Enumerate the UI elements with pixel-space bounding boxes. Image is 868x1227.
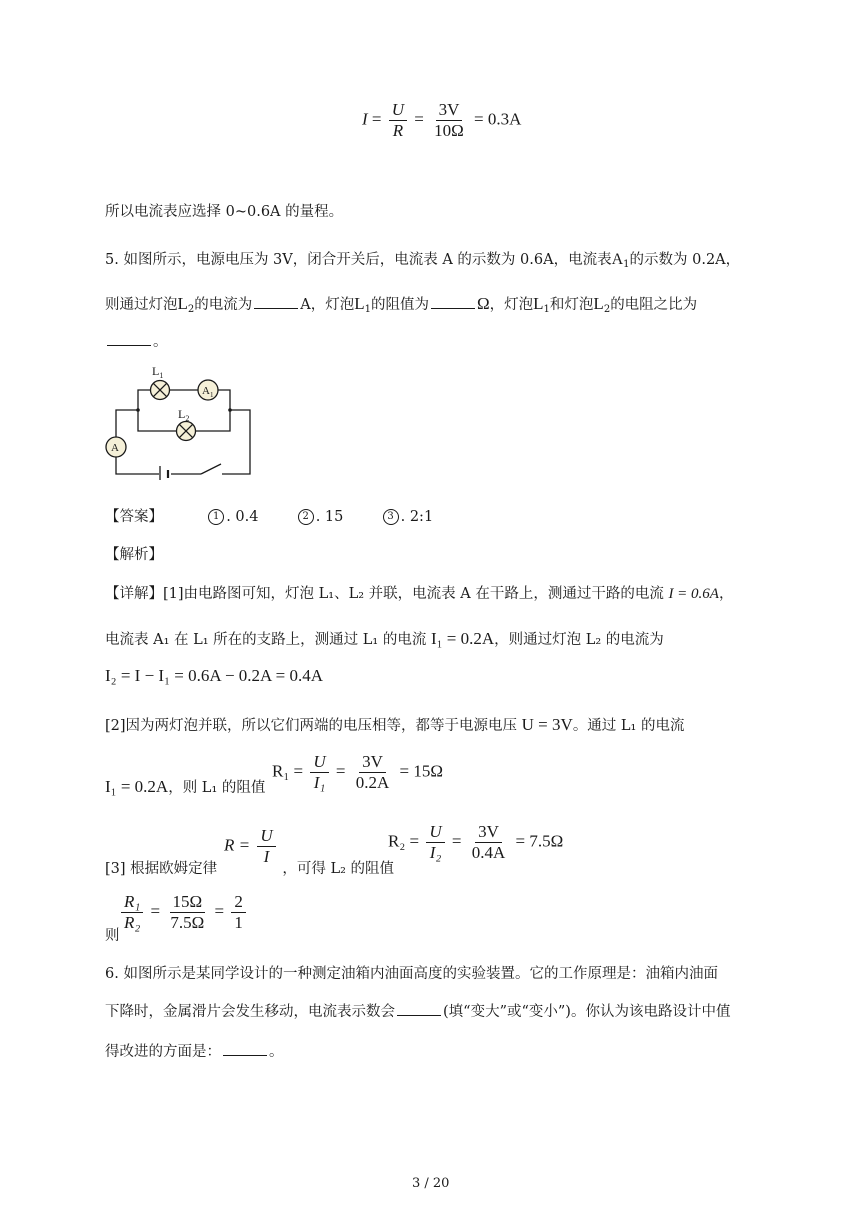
answer-blank-5[interactable] [223,1043,267,1056]
q5-line2: 则通过灯泡$L_2$的电流为 A，灯泡$L_1$的阻值为 Ω，灯泡$L_1$和灯泡$L_2$的电阻之比为 [105,294,698,315]
svg-text:L1: $L_1$ [152,364,164,380]
equation-r2: R₂ = $\frac{U}{\text{I₂}}$ = $\frac{3V}{0.4A}$ = 7.5Ω [388,822,564,862]
eq-num: 3V [436,100,463,121]
label-l2: L [178,407,186,421]
eq-U: U [389,100,407,121]
label-a1: A [202,385,210,397]
lamp-l2-symbol [177,422,196,441]
answer-blank-3[interactable] [107,333,151,346]
page-number: 3 / 20 [412,1176,450,1191]
q5-line3: 。 [105,330,168,351]
range-sentence: 所以电流表应选择 0~0.6A 的量程。 [105,204,344,220]
equation-ratio: $\frac{\text{R₁}}{\text{R₂}}$ = $\frac{15\Omega}{7.5\Omega}$ = $\frac{2}{1}$ [118,892,249,933]
analysis-label: 【解析】 [105,547,163,563]
answer-blank-4[interactable] [397,1003,441,1016]
detail-line6: [3] 根据欧姆定律 ，可得 L₂ 的阻值 [105,861,395,877]
svg-text:L2: $L_2$ [178,407,190,423]
label-a: A [111,442,119,454]
detail-line4: [2]因为两灯泡并联，所以它们两端的电压相等，都等于电源电压 U = 3V。通过 L₁ 的电流 [105,715,685,734]
answer-line: 【答案】 1 . 0.4 2 . 15 3 . 2:1 [105,509,434,525]
q6-line1: 6. 如图所示是某同学设计的一种测定油箱内油面高度的实验装置。它的工作原理是：油箱内油面 [105,966,718,982]
equation-ohm: R = $\frac{U}{I}$ [224,826,279,867]
q6-line2: 下降时，金属滑片会发生移动，电流表示数会 (填“变大”或“变小”)。你认为该电路设计中值 [105,1004,731,1020]
detail-eq-i2: I₂ = I − I₁ = 0.6A − 0.2A = 0.4A [105,666,323,685]
circuit-diagram [100,360,260,480]
eq-R: R [392,121,404,140]
answer-label: 【答案】 [105,509,163,525]
equation-r1: R₁ = $\frac{U}{\text{I₁}}$ = $\frac{3V}{0.2A}$ = 15Ω [272,752,443,792]
eq-den: 10Ω [434,121,464,140]
detail-line2: 电流表 A₁ 在 L₁ 所在的支路上，测通过 L₁ 的电流 I₁ = 0.2A，则通过灯泡 L₂ 的电流为 [105,629,664,648]
ze-label: 则 [105,928,120,944]
lamp-l1-symbol [151,381,170,400]
answer-blank-2[interactable] [431,296,475,309]
eq-I: I [362,109,368,129]
equation-current: I = $\frac{U}{R}$ = $\frac{3V}{10\Omega}$ = 0.3A [362,100,522,140]
detail-line1: 【详解】[1]由电路图可知，灯泡 L₁、L₂ 并联，电流表 A 在干路上，测通过干路的电流 I = 0.6A， [105,586,734,602]
q5-line1: 5. 如图所示，电源电压为 3V，闭合开关后，电流表 A 的示数为 0.6A，电流表$A_1$的示数为 0.2A， [105,251,741,270]
q6-line3: 得改进的方面是： 。 [105,1044,284,1060]
eq-result: = 0.3A [474,109,522,129]
detail-line5: I₁ = 0.2A，则 L₁ 的阻值 [105,777,266,796]
label-l1: L [152,364,160,378]
answer-blank-1[interactable] [254,296,298,309]
svg-text:A1: $A_1$ [202,385,214,399]
